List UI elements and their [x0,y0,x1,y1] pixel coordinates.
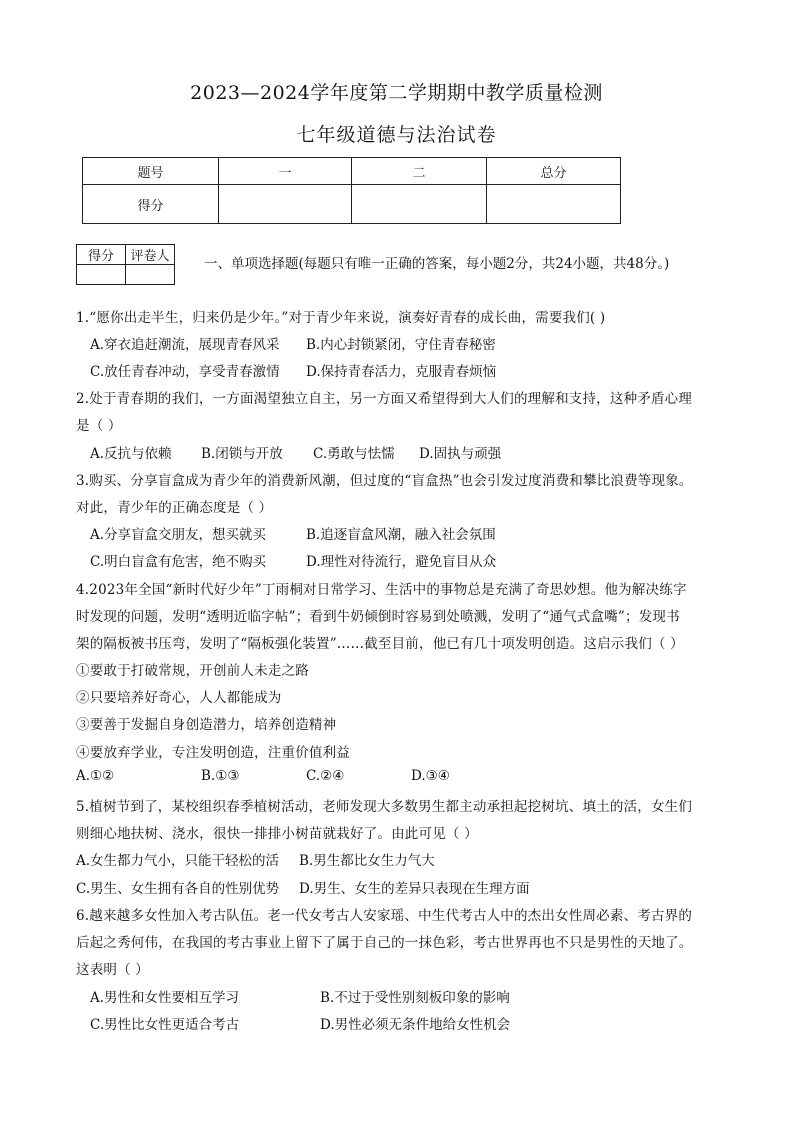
score-header-question: 题号 [83,158,219,185]
q5-option-a: A.女生都力气小，只能干轻松的活 [76,853,280,869]
q5-option-c: C.男生、女生拥有各自的性别优势 [76,881,280,897]
q1-option-c: C.放任青春冲动，享受青春激情 [90,364,280,380]
q3-option-c: C.明白盲盒有危害，绝不购买 [90,554,267,570]
score-header-part2: 二 [352,158,487,185]
score-header-total: 总分 [487,158,621,185]
score-cell-part2 [352,185,487,224]
score-cell-part1 [219,185,352,224]
score-row-label: 得分 [83,185,219,224]
q6-option-c: C.男性比女性更适合考古 [90,1017,240,1033]
q6-option-d: D.男性必须无条件地给女性机会 [320,1017,511,1033]
score-table [82,157,621,224]
q1-line1: 1.“愿你出走半生，归来仍是少年。”对于青少年来说，演奏好青春的成长曲，需要我们( ) [76,310,606,326]
q2-line2: 是（ ） [76,418,122,434]
score-table-header-row [83,158,621,185]
grader-score-label: 得分 [77,245,126,265]
grader-box [76,244,175,285]
q6-line1: 6.越来越多女性加入考古队伍。老一代女考古人安家瑶、中生代考古人中的杰出女性周必素、考古界的 [76,908,693,924]
q6-line2: 后起之秀何伟，在我国的考古事业上留下了属于自己的一抹色彩，考古世界再也不只是男性的天地了。 [76,935,693,951]
q4-statement-2: ②只要培养好奇心，人人都能成为 [76,690,282,706]
q4-statement-3: ③要善于发掘自身创造潜力，培养创造精神 [76,717,337,733]
score-table-score-row [83,185,621,224]
q3-line1: 3.购买、分享盲盒成为青少年的消费新风潮，但过度的“盲盒热”也会引发过度消费和攀比浪费等现象。 [76,473,693,489]
q1-option-b: B.内心封锁紧闭，守住青春秘密 [306,337,496,353]
exam-subtitle: 七年级道德与法治试卷 [296,124,497,146]
q4-option-a: A.①② [76,768,115,784]
grader-name-cell [126,265,175,285]
q4-statement-1: ①要敢于打破常规，开创前人未走之路 [76,663,309,679]
q6-option-a: A.男性和女性要相互学习 [90,990,240,1006]
q6-option-b: B.不过于受性别刻板印象的影响 [320,990,510,1006]
section1-title: 一、单项选择题(每题只有唯一正确的答案，每小题2分，共24小题，共48分。) [204,256,670,272]
q5-option-b: B.男生都比女生力气大 [299,853,435,869]
grader-score-cell [77,265,126,285]
q4-option-d: D.③④ [411,768,450,784]
score-header-part1: 一 [219,158,352,185]
q2-option-a: A.反抗与依赖 [90,446,172,462]
q5-line1: 5.植树节到了，某校组织春季植树活动，老师发现大多数男生都主动承担起挖树坑、填土的活，女生们 [76,799,693,815]
q2-option-d: D.固执与顽强 [419,446,502,462]
q3-option-b: B.追逐盲盒风潮，融入社会氛围 [306,527,496,543]
exam-title: 2023—2024学年度第二学期期中教学质量检测 [190,82,603,104]
q3-option-d: D.理性对待流行，避免盲目从众 [306,554,497,570]
q3-line2: 对此，青少年的正确态度是（ ） [76,500,273,516]
q6-line3: 这表明（ ） [76,962,149,978]
q5-option-d: D.男生、女生的差异只表现在生理方面 [299,881,530,897]
q2-option-c: C.勇敢与怯懦 [313,446,395,462]
q2-option-b: B.闭锁与开放 [201,446,283,462]
q3-option-a: A.分享盲盒交朋友，想买就买 [90,527,267,543]
q4-line2: 时发现的问题，发明“透明近临字帖”；看到牛奶倾倒时容易到处喷溅，发明了“通气式盒嘴”；发现书 [76,609,680,625]
q2-line1: 2.处于青春期的我们，一方面渴望独立自主，另一方面又希望得到大人们的理解和支持，这种矛盾心理 [76,391,693,407]
q5-line2: 则细心地扶树、浇水，很快一排排小树苗就栽好了。由此可见（ ） [76,826,478,842]
q1-option-a: A.穿衣追赶潮流，展现青春风采 [90,337,280,353]
q1-option-d: D.保持青春活力，克服青春烦恼 [306,364,497,380]
q4-line3: 架的隔板被书压弯，发明了“隔板强化装置”……截至目前，他已有几十项发明创造。这启示我们（ ） [76,636,684,652]
score-cell-total [487,185,621,224]
q4-statement-4: ④要放弃学业，专注发明创造，注重价值利益 [76,745,350,761]
q4-option-c: C.②④ [306,768,345,784]
grader-name-label: 评卷人 [126,245,175,265]
q4-option-b: B.①③ [201,768,240,784]
q4-line1: 4.2023年全国“新时代好少年”丁雨桐对日常学习、生活中的事物总是充满了奇思妙想。他为解决练字 [76,582,687,598]
